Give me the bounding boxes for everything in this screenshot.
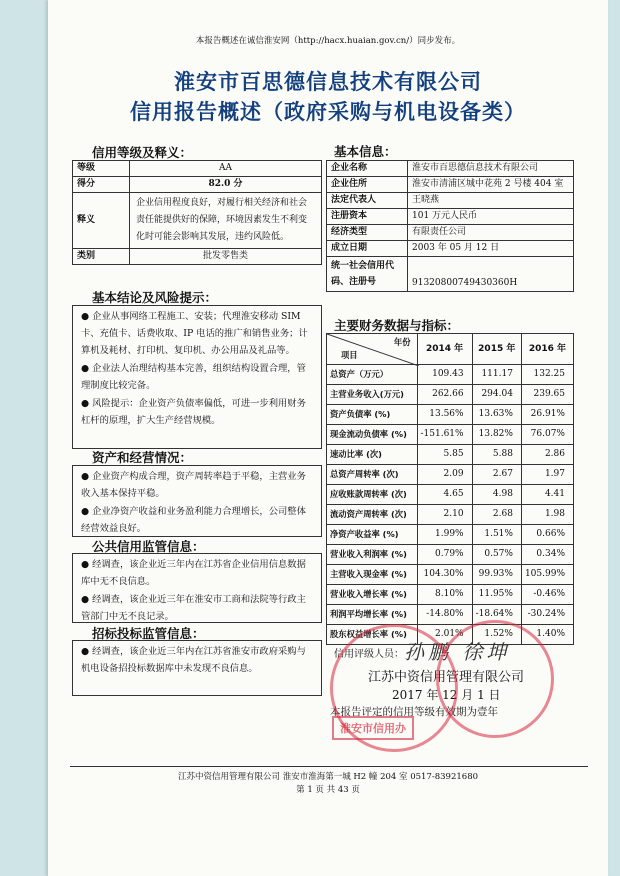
credit-key: 得分 (73, 177, 130, 193)
assets-box (72, 465, 322, 537)
finance-value: -18.64% (472, 605, 521, 625)
credit-heading: 信用等级及释义： (92, 145, 193, 160)
finance-row (327, 525, 574, 545)
finance-value: 109.43 (417, 365, 472, 385)
finance-value: -151.61% (417, 425, 472, 445)
basic-key: 经济类型 (327, 225, 408, 241)
finance-value: 76.07% (521, 425, 573, 445)
report-title-type: 信用报告概述（政府采购与机电设备类） (130, 100, 526, 124)
finance-value: 4.65 (417, 485, 472, 505)
finance-label: 总资产（万元） (327, 365, 418, 385)
basic-key: 注册资本 (327, 209, 408, 225)
conclusion-item: ● 企业从事网络工程施工、安装；代理淮安移动 SIM 卡、充值卡、话费收取、IP 电话的推广和销售业务；计算机及耗材、打印机、复印机、办公用品及礼品等。 (81, 311, 308, 356)
basic-value: 王晓燕 (408, 193, 574, 209)
finance-value: 239.65 (521, 385, 573, 405)
finance-row (327, 425, 574, 445)
finance-label: 速动比率 (次) (327, 445, 418, 465)
basic-row (327, 225, 574, 241)
public-item: ● 经调查，该企业近三年在淮安市工商和法院等行政主管部门中无不良记录。 (81, 594, 306, 622)
finance-value: 1.98 (521, 505, 573, 525)
bidding-box (72, 640, 322, 696)
rater-signature: 孙鹏 徐坤 (404, 640, 511, 664)
finance-row (327, 405, 574, 425)
finance-value: 1.40% (521, 625, 573, 645)
basic-value: 2003 年 05 月 12 日 (408, 241, 574, 257)
finance-value: 2.86 (521, 445, 573, 465)
finance-value: 4.98 (472, 485, 521, 505)
basic-value: 91320800749430360H (408, 257, 574, 292)
finance-value: 2.10 (417, 505, 472, 525)
finance-label: 现金流动负债率 (%) (327, 425, 418, 445)
finance-label: 总资产周转率 (次) (327, 465, 418, 485)
credit-row (73, 249, 322, 265)
finance-value: 13.63% (472, 405, 521, 425)
finance-value: 1.51% (472, 525, 521, 545)
basic-row (327, 209, 574, 225)
basic-value: 淮安市百思德信息技术有限公司 (408, 161, 574, 177)
corner-year-label: 年份 (393, 337, 411, 347)
credit-category: 批发零售类 (130, 249, 322, 265)
finance-label: 净资产收益率 (%) (327, 525, 418, 545)
bidding-heading: 招标投标监管信息： (92, 626, 205, 641)
finance-value: 8.10% (417, 585, 472, 605)
rating-date: 2017 年 12 月 1 日 (392, 688, 501, 702)
credit-key: 类别 (73, 249, 130, 265)
finance-row (327, 485, 574, 505)
finance-table (326, 333, 574, 645)
finance-value: 13.82% (472, 425, 521, 445)
footer-rule (70, 766, 588, 767)
finance-value: 11.95% (472, 585, 521, 605)
finance-label: 应收账款周转率 (次) (327, 485, 418, 505)
finance-value: 1.52% (472, 625, 521, 645)
finance-value: 26.91% (521, 405, 573, 425)
publish-notice: 本报告概述在诚信淮安网（http://hacx.huaian.gov.cn/）同步发布。 (195, 36, 461, 46)
corner-item-label: 项目 (341, 350, 358, 360)
office-stamp: 淮安市信用办 (332, 716, 414, 740)
finance-value: -30.24% (521, 605, 573, 625)
footer-page-number: 第 1 页 共 43 页 (296, 785, 360, 795)
finance-row (327, 505, 574, 525)
basic-heading: 基本信息： (334, 144, 397, 159)
credit-row (73, 177, 322, 193)
finance-value: 132.25 (521, 365, 573, 385)
finance-value: 111.17 (472, 365, 521, 385)
finance-header-row (327, 334, 574, 365)
company-seal-second (436, 620, 554, 738)
finance-value: 4.41 (521, 485, 573, 505)
assets-item: ● 企业净资产收益和业务盈利能力合理增长，公司整体经营效益良好。 (81, 506, 306, 534)
assets-item: ● 企业资产构成合理，资产周转率趋于平稳，主营业务收入基本保持平稳。 (81, 471, 306, 499)
finance-value: -14.80% (417, 605, 472, 625)
validity-note: 本报告评定的信用等级有效期为壹年 (330, 706, 498, 718)
finance-row (327, 465, 574, 485)
public-item: ● 经调查，该企业近三年内在江苏省企业信用信息数据库中无不良信息。 (81, 559, 306, 587)
finance-value: 0.34% (521, 545, 573, 565)
finance-value: 0.57% (472, 545, 521, 565)
finance-value: 13.56% (417, 405, 472, 425)
conclusion-item: ● 风险提示：企业资产负债率偏低，可进一步利用财务杠杆的原理，扩大生产经营规模。 (81, 398, 306, 426)
conclusion-box (72, 305, 322, 449)
finance-label: 主营收入现金率 (%) (327, 565, 418, 585)
basic-row (327, 161, 574, 177)
basic-row (327, 193, 574, 209)
finance-value: 5.88 (472, 445, 521, 465)
finance-row (327, 365, 574, 385)
finance-row (327, 565, 574, 585)
finance-value: 105.99% (521, 565, 573, 585)
rating-company: 江苏中资信用管理有限公司 (368, 670, 525, 685)
basic-value: 有限责任公司 (408, 225, 574, 241)
credit-row (73, 193, 322, 249)
basic-key: 法定代表人 (327, 193, 408, 209)
finance-value: 2.67 (472, 465, 521, 485)
finance-value: 0.79% (417, 545, 472, 565)
bidding-item: ● 经调查，该企业近三年内在江苏省淮安市政府采购与机电设备招投标数据库中未发现不良信息。 (81, 646, 306, 674)
basic-row (327, 257, 574, 292)
finance-row (327, 605, 574, 625)
finance-value: 1.97 (521, 465, 573, 485)
finance-year: 2015 年 (472, 334, 521, 365)
credit-row (73, 161, 322, 177)
finance-label: 营业收入利润率 (%) (327, 545, 418, 565)
credit-table (72, 160, 322, 265)
finance-label: 资产负债率 (%) (327, 405, 418, 425)
credit-key: 释义 (73, 193, 130, 249)
basic-value: 淮安市清浦区城中花苑 2 号楼 404 室 (408, 177, 574, 193)
assets-heading: 资产和经营情况： (92, 450, 193, 465)
finance-row (327, 545, 574, 565)
finance-value: 99.93% (472, 565, 521, 585)
finance-heading: 主要财务数据与指标： (334, 318, 460, 333)
finance-value: 2.68 (472, 505, 521, 525)
footer-company-line: 江苏中资信用管理有限公司 淮安市淮海第一城 H2 幢 204 室 0517-83921680 (177, 772, 479, 782)
basic-info-table (326, 160, 574, 292)
finance-label: 主营业务收入(万元) (327, 385, 418, 405)
finance-label: 营业收入增长率 (%) (327, 585, 418, 605)
basic-key: 企业住所 (327, 177, 408, 193)
finance-value: 2.09 (417, 465, 472, 485)
rater-label: 信用评级人员： (334, 649, 404, 660)
finance-row (327, 585, 574, 605)
finance-value: 2.01% (417, 625, 472, 645)
basic-key: 成立日期 (327, 241, 408, 257)
finance-value: -0.46% (521, 585, 573, 605)
basic-row (327, 177, 574, 193)
credit-score: 82.0 分 (130, 177, 322, 193)
credit-key: 等级 (73, 161, 130, 177)
finance-value: 262.66 (417, 385, 472, 405)
credit-grade: AA (130, 161, 322, 177)
finance-row (327, 445, 574, 465)
report-title-company: 淮安市百思德信息技术有限公司 (174, 70, 482, 94)
basic-row (327, 241, 574, 257)
finance-value: 1.99% (417, 525, 472, 545)
basic-key: 企业名称 (327, 161, 408, 177)
finance-value: 294.04 (472, 385, 521, 405)
finance-row (327, 385, 574, 405)
public-box (72, 553, 322, 623)
public-heading: 公共信用监管信息： (92, 539, 205, 554)
basic-value: 101 万元人民币 (408, 209, 574, 225)
finance-corner (327, 334, 418, 365)
finance-label: 股东权益增长率 (%) (327, 625, 418, 645)
conclusion-item: ● 企业法人治理结构基本完善，组织结构设置合理，管理制度比较完备。 (81, 363, 306, 391)
finance-value: 0.66% (521, 525, 573, 545)
finance-value: 104.30% (417, 565, 472, 585)
report-page (48, 0, 608, 876)
conclusion-heading: 基本结论及风险提示： (92, 290, 218, 305)
basic-key: 统一社会信用代码、注册号 (327, 257, 408, 292)
finance-year: 2014 年 (417, 334, 472, 365)
credit-meaning: 企业信用程度良好，对履行相关经济和社会责任能提供好的保障，环境因素发生不利变化时可能会影响其发展，违约风险低。 (130, 193, 322, 249)
finance-label: 利润平均增长率 (%) (327, 605, 418, 625)
finance-value: 5.85 (417, 445, 472, 465)
finance-year: 2016 年 (521, 334, 573, 365)
finance-label: 流动资产周转率 (次) (327, 505, 418, 525)
